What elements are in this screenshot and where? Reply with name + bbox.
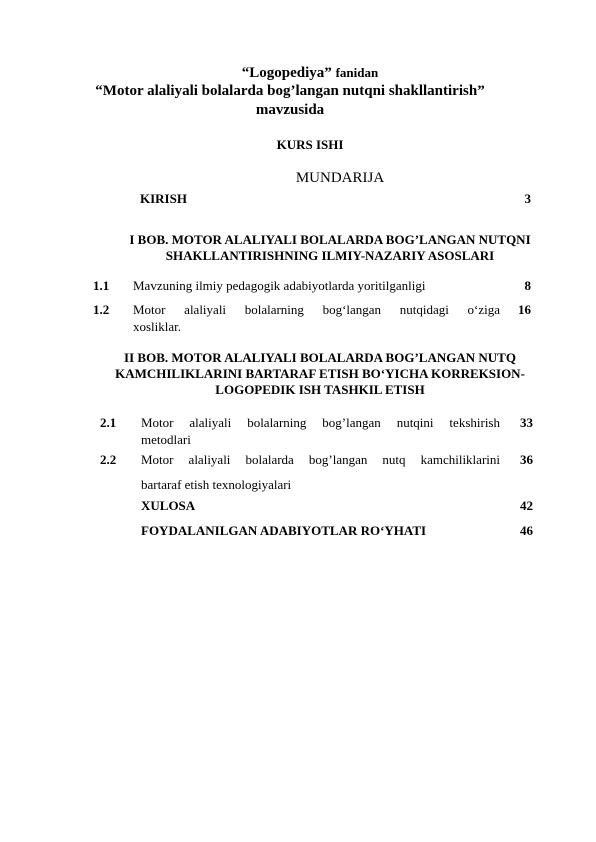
toc-1-1-title[interactable]: Mavzuning ilmiy pedagogik adabiyotlarda yoritilganligi xyxy=(133,278,426,293)
toc-2-1-line-1: Motor alaliyali bolalarning bog’langan nutqini tekshirish xyxy=(141,415,500,430)
toc-conclusion-label[interactable]: XULOSA xyxy=(141,498,196,513)
toc-intro-label[interactable]: KIRISH xyxy=(140,191,187,206)
chapter-1-line-1: I BOB. MOTOR ALALIYALI BOLALARDA BOG’LANGAN NUTQNI xyxy=(129,232,531,247)
toc-1-1-page: 8 xyxy=(524,278,531,293)
toc-2-2-line-1: Motor alaliyali bolalarda bog’langan nutq kamchiliklarini xyxy=(141,452,500,467)
chapter-2-line-3: LOGOPEDIK ISH TASHKIL ETISH xyxy=(215,382,425,397)
toc-2-1-title[interactable] xyxy=(141,414,500,448)
toc-conclusion-page: 42 xyxy=(520,498,533,513)
toc-1-2-title[interactable] xyxy=(133,301,500,335)
toc-intro-page: 3 xyxy=(524,191,531,206)
toc-1-2-page: 16 xyxy=(518,302,531,317)
subject-suffix: fanidan xyxy=(335,65,379,80)
toc-references-label[interactable]: FOYDALANILGAN ADABIYOTLAR RO‘YHATI xyxy=(141,523,427,538)
toc-2-2-title[interactable] xyxy=(141,451,500,494)
toc-1-1-number: 1.1 xyxy=(93,278,110,293)
topic-line-1: “Motor alaliyali bolalarda bog’langan nutqni shakllantirish” xyxy=(95,83,485,99)
toc-chapter-1[interactable] xyxy=(80,232,580,264)
contents-title: MUNDARIJA xyxy=(295,170,385,186)
topic-line-2: mavzusida xyxy=(255,102,325,118)
subject-name: “Logopediya” xyxy=(241,65,332,81)
subject-title xyxy=(0,65,596,82)
work-type: KURS ISHI xyxy=(276,137,344,152)
toc-2-1-page: 33 xyxy=(520,415,533,430)
chapter-1-line-2: SHAKLLANTIRISHNING ILMIY-NAZARIY ASOSLARI xyxy=(165,248,495,263)
toc-2-1-line-2: metodlari xyxy=(141,432,191,447)
toc-1-2-line-1: Motor alaliyali bolalarning bog‘langan nutqidagi o‘ziga xyxy=(133,302,500,317)
toc-2-2-line-2: bartaraf etish texnologiyalari xyxy=(141,477,292,492)
chapter-2-line-2: KAMCHILIKLARINI BARTARAF ETISH BO‘YICHA KORREKSION- xyxy=(115,366,525,381)
toc-2-2-number: 2.2 xyxy=(100,452,117,467)
toc-1-2-line-2: xosliklar. xyxy=(133,319,182,334)
chapter-2-line-1: II BOB. MOTOR ALALIYALI BOLALARDA BOG’LANGAN NUTQ xyxy=(124,350,516,365)
topic-title xyxy=(60,82,520,120)
toc-2-1-number: 2.1 xyxy=(100,415,117,430)
toc-1-2-number: 1.2 xyxy=(93,302,110,317)
toc-references-page: 46 xyxy=(520,523,533,538)
toc-2-2-page: 36 xyxy=(520,452,533,467)
toc-chapter-2[interactable] xyxy=(75,350,565,398)
